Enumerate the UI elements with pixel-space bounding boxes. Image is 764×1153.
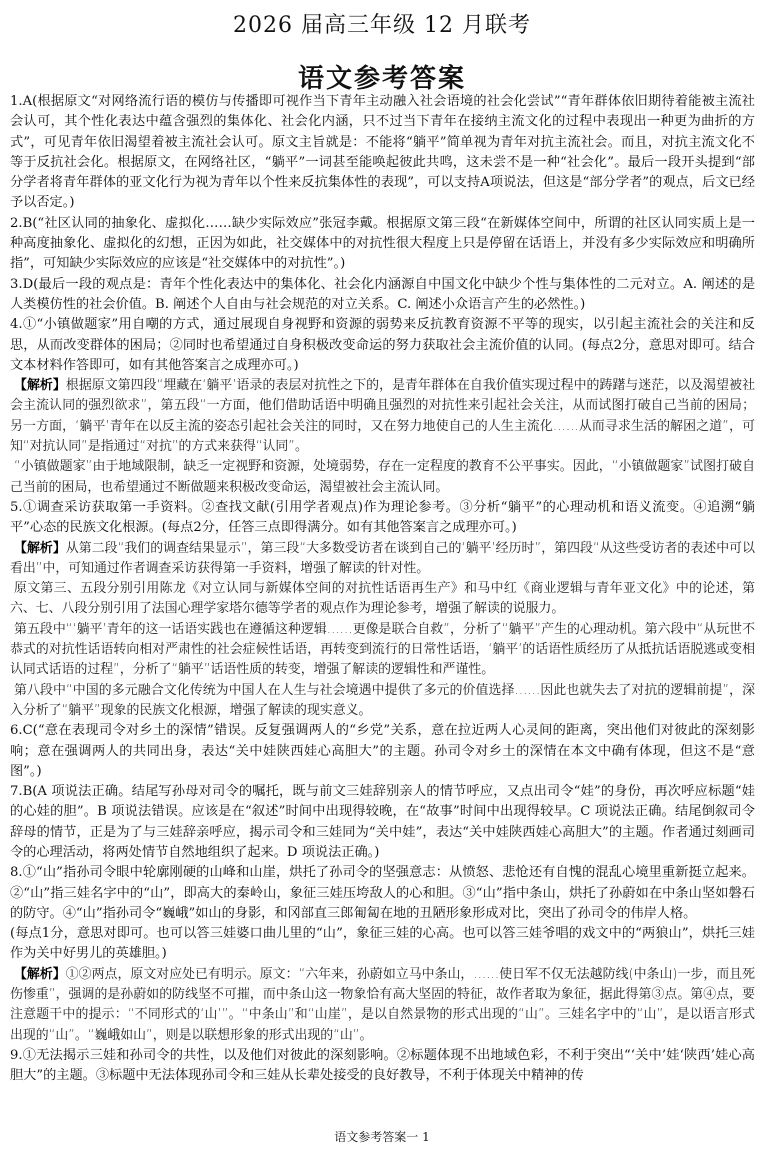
analysis-5-para2: 原文第三、五段分别引用陈龙《对立认同与新媒体空间的对抗性话语再生产》和马中红《商业逻辑与青年亚文化》中的论述，第六、七、八段分别引用了法国心理学家塔尔德等学者的观点作为理论参考，增强了解读的说服力。 [10, 581, 755, 617]
answer-8: 8.①“山”指孙司令眼中轮廓刚硬的山峰和山崖，烘托了孙司令的坚强意志：从愤怒、悲怆还有自愧的混乱心境里重新挺立起来。②“山”指三娃名字中的“山”，即高大的秦岭山，象征三娃压垮敌人的心和胆。③“山”指中条山，烘托了孙蔚如在中条山坚如磐石的防守。④“山”指孙司令“巍峨”如山的身影，和冈部直三郎匍匐在地的丑陋形象形成对比，突出了孙司令的伟岸人格。 [10, 865, 755, 921]
analysis-5-para3: 第五段中“‘躺平’青年的这一话语实践也在遵循这种逻辑……更像是联合自救”，分析了“躺平”产生的心理动机。第六段中“从玩世不恭式的对抗性话语转向相对严肃性的社会症候性话语，再转变到流行的日常性话语，‘躺平’的话语性质经历了从抵抗话语脱逃或变相认同式话语的过程”，分析了“躺平”话语性质的转变，增强了解读的逻辑性和严谨性。 [10, 621, 755, 678]
analysis-8-text: ①②两点，原文对应处已有明示。原文：“六年来，孙蔚如立马中条山，……使日军不仅无法越防线(中条山)一步，而且死伤惨重”，强调的是孙蔚如的防线坚不可摧，而中条山这一物象恰有高大坚固的特征，故作者取为象征，据此得第③点。第④点，要注意题干中的提示：“不同形式的‘山’”。“中条山”和“山崖”，是以自然景物的形式出现的“山”。三娃名字中的“山”，是以语言形式出现的“山”。“巍峨如山”，则是以联想形象的形式出现的“山”。 [10, 966, 756, 1043]
answer-5: 5.①调查采访获取第一手资料。②查找文献(引用学者观点)作为理论参考。③分析“躺平”的心理动机和语义流变。④追溯“躺平”心态的民族文化根源。(每点2分，任答三点即得满分。如有其他答案言之成理亦可。) [10, 499, 755, 536]
answer-7: 7.B(A 项说法正确。结尾写孙母对司令的嘱托，既与前文三娃辞别亲人的情节呼应，又点出司令“娃”的身份，再次呼应标题“娃的心娃的胆”。B 项说法错误。应该是在“叙述”时间中出现得较晚，在“故事”时间中出现得较早。C 项说法正确。结尾倒叙司令辞母的情节，正是为了与三娃辞亲呼应，揭示司令和三娃同为“关中娃”，表达“关中娃陕西娃心高胆大”的主题。作者通过刻画司令的心理活动，将两处情节自然地组织了起来。D 项说法正确。) [10, 784, 755, 860]
analysis-5-para4: 第八段中“中国的多元融合文化传统为中国人在人生与社会境遇中提供了多元的价值选择……因此也就失去了对抗的逻辑前提”，深入分析了“躺平”现象的民族文化根源，增强了解读的现实意义。 [10, 682, 755, 718]
answer-body [10, 92, 755, 1087]
analysis-8 [10, 965, 755, 1046]
answer-4: 4.①“小镇做题家”用自嘲的方式，通过展现自身视野和资源的弱势来反抗教育资源不平等的现实，以引起主流社会的关注和反思，从而改变群体的困局；②同时也希望通过自身积极改变命运的努力获取社会主流价值的认同。(每点2分，意思对即可。结合文本材料作答即可，如有其他答案言之成理亦可。) [10, 317, 755, 373]
analysis-4 [10, 376, 755, 457]
analysis-tag: 【解析】 [14, 540, 66, 556]
analysis-tag: 【解析】 [14, 966, 66, 982]
answer-8-note: (每点1分，意思对即可。也可以答三娃婆口曲儿里的“山”，象征三娃的心高。也可以答三娃爷唱的戏文中的“两狼山”，烘托三娃作为关中好男儿的英雄胆。) [10, 926, 755, 962]
answer-1: 1.A(根据原文“对网络流行语的模仿与传播即可视作当下青年主动融入社会语境的社会化尝试”“青年群体依旧期待着能被主流社会认可，其个性化表达中蕴含强烈的集体化、社会化内涵，只不过当下青年在接纳主流文化的过程中表现出一种更为曲折的方式”，可见青年依旧渴望着被主流社会认可。原文主旨就是：不能将“躺平”简单视为青年对抗主流社会。而且，对抗主流文化不等于反抗社会化。根据原文，在网络社区，“躺平”一词甚至能唤起彼此共鸣，这未尝不是一种“社会化”。最后一段开头提到“部分学者将青年群体的亚文化行为视为青年以个性来反抗集体性的表现”，可以支持A项说法，但这是“部分学者”的观点，后文已经予以否定。) [10, 94, 755, 211]
answer-2: 2.B(“社区认同的抽象化、虚拟化……缺少实际效应”张冠李戴。根据原文第三段“在新媒体空间中，所谓的社区认同实质上是一种高度抽象化、虚拟化的幻想，正因为如此，社交媒体中的对抗性很大程度上只是停留在话语上，并没有多少实际效应和明确所指”，可知缺少实际效应的应该是“社交媒体中的对抗性”。) [10, 215, 755, 272]
analysis-4-text: 根据原文第四段“埋藏在‘躺平’语录的表层对抗性之下的，是青年群体在自我价值实现过程中的踌躇与迷茫，以及渴望被社会主流认同的强烈欲求”，第五段“一方面，他们借助话语中明确且强烈的对抗性来引起社会关注，从而试图打破自己当前的困局；另一方面，‘躺平’青年在以反主流的姿态引起社会关注的同时，又在努力地使自己的人生主流化……从而寻求生活的解困之道”，可知“对抗认同”是指通过“对抗”的方式来获得“认同”。 [10, 378, 755, 455]
analysis-5-text: 从第二段“我们的调查结果显示”，第三段“大多数受访者在谈到自己的‘躺平’经历时”，第四段“从这些受访者的表述中可以看出”中，可知通过作者调查采访获得第一手资料，增强了解读的针对性。 [10, 540, 756, 576]
analysis-4-para2: “小镇做题家”由于地域限制，缺乏一定视野和资源，处境弱势，存在一定程度的教育不公平事实。因此，“小镇做题家”试图打破自己当前的困局，也希望通过不断做题来积极改变命运，渴望被社会主流认同。 [10, 459, 755, 495]
document-title: 语文参考答案 [297, 64, 466, 94]
analysis-tag: 【解析】 [14, 378, 66, 394]
exam-title: 2026 届高三年级 12 月联考 [233, 13, 531, 38]
answer-9: 9.①无法揭示三娃和孙司令的共性，以及他们对彼此的深刻影响。②标题体现不出地域色彩，不利于突出“‘关中’娃‘陕西’娃心高胆大”的主题。③标题中无法体现孙司令和三娃从长辈处接受的良好教导，不利于体现关中精神的传 [10, 1047, 755, 1084]
page-footer: 语文参考答案一 1 [334, 1130, 430, 1144]
answer-6: 6.C(“意在表现司令对乡土的深情”错误。反复强调两人的“乡党”关系，意在拉近两人心灵间的距离，突出他们对彼此的深刻影响；意在强调两人的共同出身，表达“关中娃陕西娃心高胆大”的主题。孙司令对乡土的深情在本文中确有体现，但这不是“意图”。) [10, 723, 755, 779]
answer-3: 3.D(最后一段的观点是：青年个性化表达中的集体化、社会化内涵源自中国文化中缺少个性与集体性的二元对立。A. 阐述的是人类模仿性的社会价值。B. 阐述个人自由与社会规范的对立关系。C. 阐述小众语言产生的必然性。) [10, 276, 755, 312]
analysis-5 [10, 539, 755, 580]
